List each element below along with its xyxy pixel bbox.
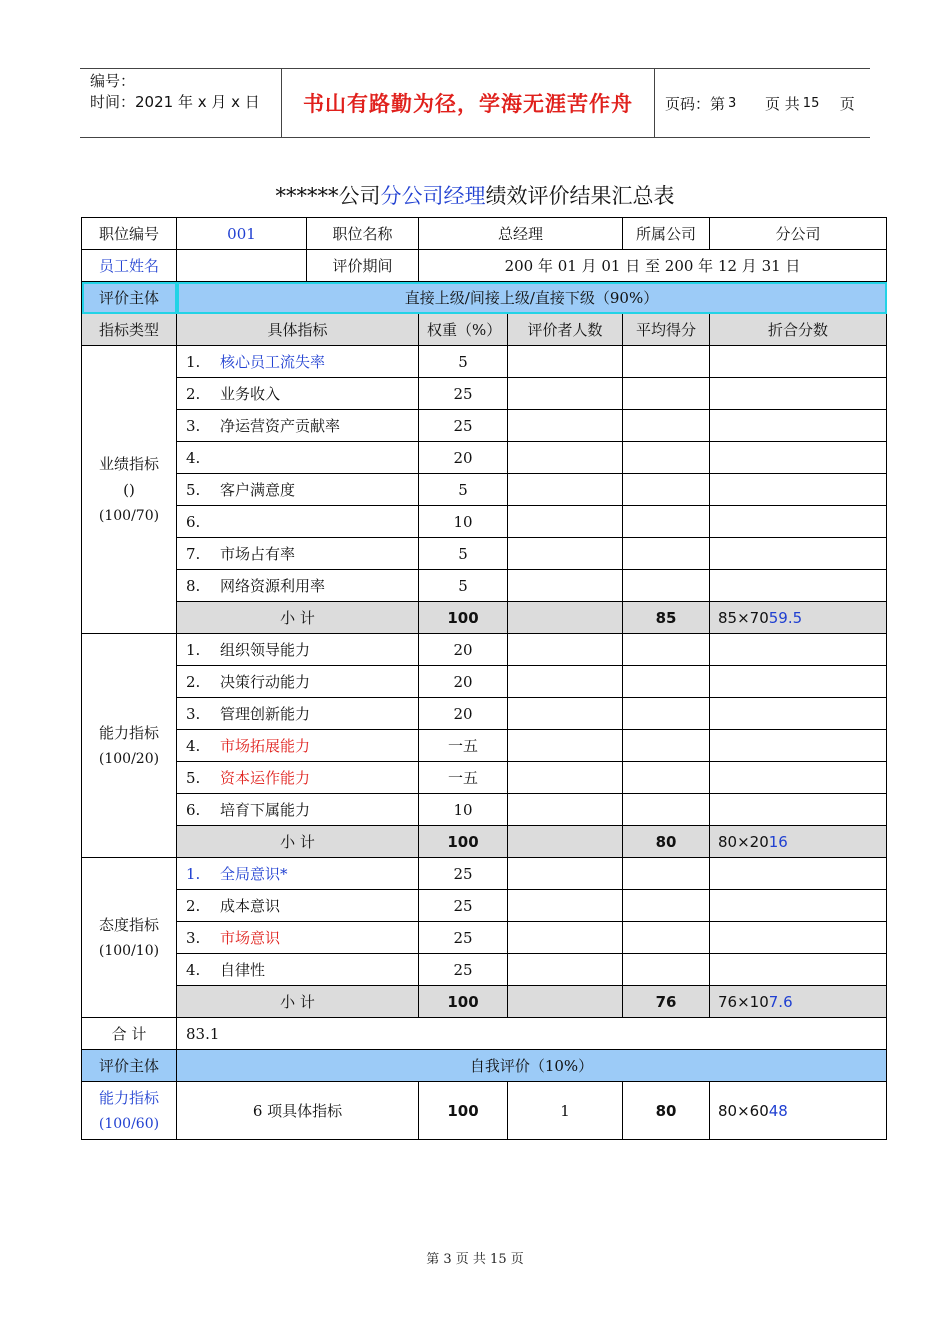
- subtotal-row: [82, 826, 887, 858]
- subtotal-row: [82, 986, 887, 1018]
- raters-cell: [508, 794, 623, 826]
- indicator-cell: [177, 666, 419, 698]
- weight-cell: 5: [419, 570, 508, 602]
- raters-cell: [508, 954, 623, 986]
- indicator-cell: [177, 410, 419, 442]
- subtotal-converted: [710, 826, 887, 858]
- indicator-number: 1.: [186, 641, 201, 659]
- indicator-number: 4.: [186, 737, 201, 755]
- subtotal-raters: [508, 986, 623, 1018]
- avg-cell: [623, 730, 710, 762]
- indicator-type-ratio: (100/10): [98, 942, 160, 959]
- converted-cell: [710, 570, 887, 602]
- avg-cell: [623, 890, 710, 922]
- indicator-number: 1.: [186, 865, 201, 883]
- weight-cell: 5: [419, 474, 508, 506]
- weight-cell: 25: [419, 858, 508, 890]
- weight-cell: 20: [419, 666, 508, 698]
- indicator-number: 7.: [186, 545, 201, 563]
- title-part3: 绩效评价结果汇总表: [485, 184, 675, 208]
- avg-cell: [623, 442, 710, 474]
- col-weight: 权重（%）: [419, 314, 508, 346]
- raters-cell: [508, 506, 623, 538]
- raters-cell: [508, 538, 623, 570]
- indicator-label: 成本意识: [220, 897, 281, 915]
- indicator-number: 2.: [186, 897, 201, 915]
- indicator-cell: [177, 442, 419, 474]
- weight-cell: 25: [419, 954, 508, 986]
- employee-value: [177, 250, 307, 282]
- converted-cell: [710, 378, 887, 410]
- title-part2: 分公司经理: [380, 184, 486, 208]
- code-label: 编号：: [90, 72, 136, 90]
- weight-cell: 10: [419, 794, 508, 826]
- raters-cell: [508, 570, 623, 602]
- indicator-cell: [177, 730, 419, 762]
- weight-cell: 一五: [419, 730, 508, 762]
- subtotal-formula: 80×20: [718, 832, 769, 851]
- table-row: [82, 506, 887, 538]
- indicator-number: 2.: [186, 385, 201, 403]
- subtotal-raters: [508, 602, 623, 634]
- page-footer: 第 3 页 共 15 页: [426, 1252, 524, 1267]
- self-type-name: 能力指标: [98, 1088, 159, 1107]
- indicator-cell: [177, 922, 419, 954]
- indicator-cell: [177, 346, 419, 378]
- table-row: [82, 410, 887, 442]
- avg-cell: [623, 506, 710, 538]
- indicator-type-sub: (): [123, 480, 135, 499]
- subtotal-formula: 76×10: [718, 992, 769, 1011]
- subject-label-2: 评价主体: [82, 1050, 177, 1082]
- raters-cell: [508, 730, 623, 762]
- subtotal-result: 59.5: [768, 608, 803, 627]
- weight-cell: 20: [419, 698, 508, 730]
- indicator-label: 业务收入: [220, 385, 281, 403]
- indicator-type-name: 态度指标: [98, 915, 159, 934]
- converted-cell: [710, 762, 887, 794]
- indicator-cell: [177, 794, 419, 826]
- raters-cell: [508, 762, 623, 794]
- motto: 书山有路勤为径，学海无涯苦作舟: [282, 69, 655, 137]
- indicator-type-ratio: (100/70): [98, 507, 160, 524]
- table-row: [82, 442, 887, 474]
- indicator-number: 6.: [186, 512, 201, 531]
- avg-cell: [623, 762, 710, 794]
- converted-cell: [710, 666, 887, 698]
- subtotal-label: 小 计: [177, 602, 419, 634]
- weight-cell: 25: [419, 890, 508, 922]
- raters-cell: [508, 634, 623, 666]
- indicator-number: 4.: [186, 448, 201, 467]
- date-line: 时间：2021 年 x 月 x 日: [90, 93, 260, 111]
- converted-cell: [710, 730, 887, 762]
- raters-cell: [508, 410, 623, 442]
- converted-cell: [710, 922, 887, 954]
- subtotal-label: 小 计: [177, 826, 419, 858]
- table-row: [82, 730, 887, 762]
- self-indicator: 6 项具体指标: [177, 1082, 419, 1140]
- subject-row-2: [82, 1050, 887, 1082]
- self-converted: [710, 1082, 887, 1140]
- page-header: [80, 68, 870, 138]
- subtotal-weight: 100: [419, 602, 508, 634]
- avg-cell: [623, 698, 710, 730]
- self-weight: 100: [419, 1082, 508, 1140]
- total-row: [82, 1018, 887, 1050]
- indicator-cell: [177, 538, 419, 570]
- subtotal-row: [82, 602, 887, 634]
- indicator-number: 3.: [186, 705, 201, 723]
- indicator-type-name: 能力指标: [98, 723, 159, 742]
- pos-name-label: 职位名称: [307, 218, 419, 250]
- period-value: 200 年 01 月 01 日 至 200 年 12 月 31 日: [419, 250, 887, 282]
- subtotal-weight: 100: [419, 826, 508, 858]
- indicator-label: 管理创新能力: [220, 705, 311, 723]
- page-indicator: [655, 69, 870, 137]
- raters-cell: [508, 378, 623, 410]
- indicator-cell: [177, 474, 419, 506]
- table-row: [82, 762, 887, 794]
- evaluation-table: [81, 217, 887, 1140]
- subject-value-2: 自我评价（10%）: [177, 1050, 887, 1082]
- table-row: [82, 890, 887, 922]
- weight-cell: 10: [419, 506, 508, 538]
- indicator-number: 1.: [186, 353, 201, 371]
- indicator-cell: [177, 890, 419, 922]
- weight-cell: 一五: [419, 762, 508, 794]
- subject-value-1: 直接上级/间接上级/直接下级（90%）: [177, 282, 887, 314]
- avg-cell: [623, 474, 710, 506]
- self-result: 48: [768, 1101, 788, 1120]
- indicator-label: 培育下属能力: [220, 801, 311, 819]
- converted-cell: [710, 442, 887, 474]
- converted-cell: [710, 890, 887, 922]
- converted-cell: [710, 346, 887, 378]
- subtotal-avg: 85: [623, 602, 710, 634]
- table-row: [82, 666, 887, 698]
- document-title: [0, 180, 950, 210]
- converted-cell: [710, 954, 887, 986]
- indicator-type-ratio: (100/20): [98, 750, 160, 767]
- converted-cell: [710, 698, 887, 730]
- indicator-number: 6.: [186, 801, 201, 819]
- converted-cell: [710, 794, 887, 826]
- title-part1: ******公司: [275, 184, 381, 208]
- self-eval-row: [82, 1082, 887, 1140]
- subtotal-raters: [508, 826, 623, 858]
- indicator-label: 市场意识: [220, 929, 281, 947]
- indicator-label: 资本运作能力: [220, 769, 311, 787]
- avg-cell: [623, 666, 710, 698]
- converted-cell: [710, 538, 887, 570]
- subject-label-1: 评价主体: [82, 282, 177, 314]
- subject-row-1: [82, 282, 887, 314]
- table-row: [82, 794, 887, 826]
- page-total: 15: [802, 95, 820, 111]
- indicator-number: 5.: [186, 481, 201, 499]
- header-meta: [80, 69, 282, 137]
- table-row: [82, 954, 887, 986]
- subtotal-converted: [710, 602, 887, 634]
- indicator-label: 客户满意度: [220, 481, 296, 499]
- subtotal-label: 小 计: [177, 986, 419, 1018]
- table-row: [82, 922, 887, 954]
- column-header-row: [82, 314, 887, 346]
- subtotal-result: 7.6: [768, 992, 793, 1011]
- page-suffix: 页: [839, 94, 855, 113]
- indicator-cell: [177, 858, 419, 890]
- self-raters: 1: [508, 1082, 623, 1140]
- table-row: [82, 570, 887, 602]
- avg-cell: [623, 570, 710, 602]
- indicator-type: [82, 346, 177, 634]
- raters-cell: [508, 858, 623, 890]
- indicator-cell: [177, 762, 419, 794]
- weight-cell: 20: [419, 634, 508, 666]
- weight-cell: 25: [419, 410, 508, 442]
- pos-code-value: 001: [177, 218, 307, 250]
- col-indicator: 具体指标: [177, 314, 419, 346]
- pos-code-label: 职位编号: [82, 218, 177, 250]
- converted-cell: [710, 858, 887, 890]
- company-label: 所属公司: [623, 218, 710, 250]
- avg-cell: [623, 538, 710, 570]
- weight-cell: 25: [419, 378, 508, 410]
- table-row: [82, 634, 887, 666]
- indicator-label: 决策行动能力: [220, 673, 311, 691]
- page-current: 3: [728, 95, 737, 111]
- raters-cell: [508, 922, 623, 954]
- table-row: [82, 858, 887, 890]
- weight-cell: 5: [419, 538, 508, 570]
- subtotal-converted: [710, 986, 887, 1018]
- raters-cell: [508, 698, 623, 730]
- indicator-cell: [177, 570, 419, 602]
- avg-cell: [623, 922, 710, 954]
- indicator-number: 3.: [186, 417, 201, 435]
- indicator-number: 2.: [186, 673, 201, 691]
- pos-name-value: 总经理: [419, 218, 623, 250]
- raters-cell: [508, 890, 623, 922]
- avg-cell: [623, 954, 710, 986]
- converted-cell: [710, 410, 887, 442]
- indicator-cell: [177, 698, 419, 730]
- avg-cell: [623, 410, 710, 442]
- self-type: [82, 1082, 177, 1140]
- company-value: 分公司: [710, 218, 887, 250]
- indicator-type-name: 业绩指标: [98, 454, 159, 473]
- converted-cell: [710, 474, 887, 506]
- total-label: 合 计: [82, 1018, 177, 1050]
- page-mid: 页 共: [765, 94, 800, 113]
- indicator-number: 4.: [186, 961, 201, 979]
- avg-cell: [623, 794, 710, 826]
- raters-cell: [508, 346, 623, 378]
- indicator-label: 自律性: [220, 961, 266, 979]
- page-prefix: 页码：第: [665, 94, 726, 113]
- raters-cell: [508, 442, 623, 474]
- indicator-label: 全局意识*: [220, 865, 288, 883]
- converted-cell: [710, 634, 887, 666]
- indicator-cell: [177, 954, 419, 986]
- info-row-2: [82, 250, 887, 282]
- table-row: [82, 346, 887, 378]
- weight-cell: 20: [419, 442, 508, 474]
- raters-cell: [508, 474, 623, 506]
- col-avg: 平均得分: [623, 314, 710, 346]
- col-type: 指标类型: [82, 314, 177, 346]
- info-row-1: [82, 218, 887, 250]
- col-converted: 折合分数: [710, 314, 887, 346]
- indicator-label: 净运营资产贡献率: [220, 417, 341, 435]
- col-raters: 评价者人数: [508, 314, 623, 346]
- subtotal-formula: 85×70: [718, 608, 769, 627]
- indicator-number: 5.: [186, 769, 201, 787]
- avg-cell: [623, 858, 710, 890]
- raters-cell: [508, 666, 623, 698]
- avg-cell: [623, 346, 710, 378]
- avg-cell: [623, 378, 710, 410]
- indicator-cell: [177, 506, 419, 538]
- indicator-number: 3.: [186, 929, 201, 947]
- weight-cell: 25: [419, 922, 508, 954]
- avg-cell: [623, 634, 710, 666]
- indicator-label: 市场占有率: [220, 545, 296, 563]
- period-label: 评价期间: [307, 250, 419, 282]
- indicator-label: 网络资源利用率: [220, 577, 326, 595]
- total-value: 83.1: [177, 1018, 887, 1050]
- indicator-type: [82, 634, 177, 858]
- table-row: [82, 378, 887, 410]
- table-row: [82, 474, 887, 506]
- employee-label: 员工姓名: [82, 250, 177, 282]
- indicator-label: 核心员工流失率: [220, 353, 326, 371]
- indicator-label: 市场拓展能力: [220, 737, 311, 755]
- indicator-label: 组织领导能力: [220, 641, 311, 659]
- indicator-cell: [177, 634, 419, 666]
- converted-cell: [710, 506, 887, 538]
- subtotal-avg: 80: [623, 826, 710, 858]
- indicator-cell: [177, 378, 419, 410]
- self-formula: 80×60: [718, 1101, 769, 1120]
- subtotal-result: 16: [768, 832, 788, 851]
- self-type-ratio: (100/60): [98, 1115, 160, 1132]
- table-row: [82, 538, 887, 570]
- self-avg: 80: [623, 1082, 710, 1140]
- table-row: [82, 698, 887, 730]
- weight-cell: 5: [419, 346, 508, 378]
- indicator-number: 8.: [186, 577, 201, 595]
- indicator-type: [82, 858, 177, 1018]
- subtotal-weight: 100: [419, 986, 508, 1018]
- subtotal-avg: 76: [623, 986, 710, 1018]
